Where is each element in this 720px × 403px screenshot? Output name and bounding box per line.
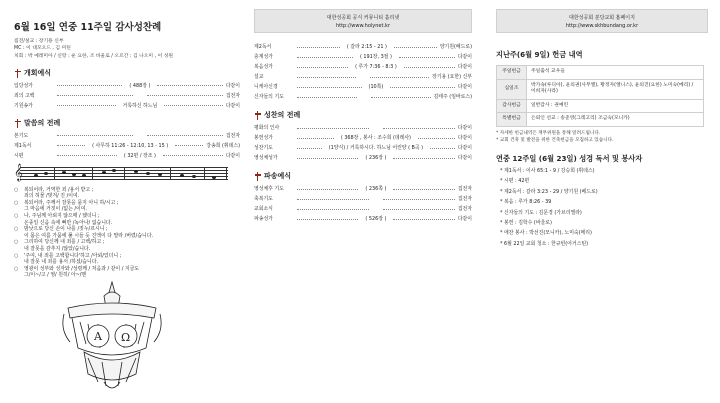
- order-item-label: 성찬기도: [254, 144, 273, 151]
- order-item-label: 제2독서: [254, 43, 272, 50]
- offering-label: 주일헌금: [497, 66, 527, 80]
- order-item-role: 강송희 (휘데스): [206, 142, 240, 149]
- psalm-line: [14, 246, 240, 253]
- verse-text: '주여, 내 죄를 고백합니다'하고 /아뢰/었더니 ;: [24, 252, 122, 259]
- schedule-item: * 복음 : 루가 8:26 - 39: [500, 199, 552, 206]
- order-item-role: 집전자: [457, 195, 472, 202]
- order-item-label: 본기도: [14, 132, 29, 139]
- note-line: * 자세한 헌금내역은 재무위원을 통해 알려드립니다.: [496, 130, 601, 136]
- order-item-detail: ( 368장 , 봉사 : 조수희 (데레사): [340, 134, 411, 141]
- verse-text: 그/이~/고 / 영/ 원히/ 아~/멘: [24, 272, 87, 279]
- verse-text: 영광이 성부와 성자와 /성령께 / 처음과 / 같이 / 지금도: [24, 265, 140, 272]
- cross-icon: [254, 172, 261, 181]
- order-item-role: 다같이: [457, 83, 473, 90]
- verse-marker: [14, 233, 24, 240]
- verse-marker: [14, 259, 24, 266]
- order-item-label: 입당성가: [14, 82, 33, 89]
- offering-label: 특별헌금: [497, 113, 527, 127]
- verse-text: 죄의 허물 /벗겨/ 진 /이여.: [24, 193, 80, 200]
- banner-title: 대한성공회 분당교회 홈페이지: [569, 15, 635, 21]
- order-item-role: 다같이: [457, 154, 473, 161]
- order-row: [254, 62, 472, 72]
- order-item-role: 장기용 (요한) 신부: [432, 73, 472, 80]
- order-item-label: 신자들의 기도: [254, 93, 284, 100]
- verse-marker: [14, 206, 24, 213]
- order-item-detail: (1양식) / 거룩하시다. 하느님 어린양 ( B곡 ): [328, 144, 424, 151]
- section-heading-sacrament: [254, 111, 472, 120]
- verse-marker: [14, 246, 24, 253]
- word-rows: [14, 131, 240, 161]
- verse-text: 그 마음에 거짓이 /없는 /이여.: [24, 206, 88, 213]
- order-item-role: 다같이: [457, 63, 472, 70]
- order-item-detail: ( 사무하 11:26 - 12:10, 13 - 15 ): [92, 142, 169, 149]
- table-row: [497, 99, 704, 113]
- order-item-detail: (10쪽): [368, 83, 384, 90]
- schedule-item: * 신자들의 기도 : 김문경 (가브리엘라): [500, 209, 582, 216]
- order-item-role: 다같이: [457, 53, 472, 60]
- verse-text: 그리하여 당신께 내 죄를 / 고백/하고 ;: [24, 239, 105, 246]
- offering-notes: [496, 130, 708, 144]
- order-row: [14, 91, 240, 101]
- order-item-label: 제1독서: [14, 142, 32, 149]
- order-item-role: 다같이: [457, 144, 473, 151]
- order-row: [254, 42, 472, 52]
- order-item-detail: ( 236장 ): [365, 154, 387, 161]
- order-item-role: 양기원(베드로): [439, 43, 472, 50]
- offering-detail: 주일출석 교우들: [527, 66, 704, 80]
- order-item-role: 다같이: [457, 124, 472, 131]
- banner-url[interactable]: http://www.holynet.kr: [335, 23, 391, 29]
- section-title: 파송예식: [264, 172, 292, 181]
- section-title: 성찬의 전례: [264, 111, 301, 120]
- parish-homepage-banner[interactable]: [496, 9, 708, 33]
- section-title: 말씀의 전례: [24, 118, 61, 127]
- order-row: [254, 72, 472, 82]
- schedule-item: * 제1독서 : 이사 65:1 - 9 / 강승희 (휘데스): [500, 167, 595, 174]
- verse-marker: ○: [14, 226, 19, 233]
- psalm-chant-staff: [14, 162, 228, 181]
- order-row: [254, 204, 472, 214]
- order-item-detail: ( 갈라 2:15 - 21 ): [346, 43, 387, 50]
- service-title: 6월 16일 연중 11주일 감사성찬례: [14, 22, 162, 33]
- order-item-detail: 거룩하신 하느님: [122, 102, 158, 109]
- order-item-label: 영성체후 기도: [254, 185, 284, 192]
- schedule-item: * 봉헌 : 김학수 (바울로): [500, 220, 552, 226]
- order-item-label: 축복기도: [254, 195, 273, 202]
- verse-marker: [14, 272, 24, 279]
- order-item-label: 니케아신경: [254, 83, 278, 90]
- order-item-label: 시편: [14, 152, 24, 159]
- psalm-line: [14, 226, 240, 233]
- order-item-role: 다같이: [225, 152, 240, 159]
- meta-line: MC : 이 대모오드 , 김 미틴: [14, 46, 71, 52]
- order-item-role: 집전자: [225, 132, 240, 139]
- order-item-label: 기원송가: [14, 102, 33, 109]
- schedule-item: * 제2독서 : 갈라 3:23 - 29 / 양기원 (베드로): [500, 188, 598, 195]
- order-item-label: 죄의 고백: [14, 92, 35, 99]
- order-row: [14, 131, 240, 141]
- verse-text: 복되어라, 거역한 죄 /용서 받고 ;: [24, 186, 94, 193]
- order-item-label: 영성체성가: [254, 154, 278, 161]
- order-item-role: 다같이: [457, 134, 473, 141]
- verse-marker: [14, 220, 24, 227]
- order-row: [254, 92, 472, 102]
- order-row: [14, 151, 240, 161]
- order-item-role: 다같이: [225, 82, 241, 89]
- order-item-role: 집전자: [457, 205, 472, 212]
- order-item-detail: ( 32편 / 장조 ): [123, 152, 156, 159]
- banner-url[interactable]: http://www.skhbundang.or.kr: [565, 23, 639, 29]
- order-row: [254, 123, 472, 133]
- schedule-item: * 6월 22일 교회 청소 : 한규빈(어거스틴): [500, 240, 588, 247]
- schedule-item: * 애찬 봉사 : 박선진(모니카), 노미숙(메리): [500, 230, 592, 237]
- order-row: [254, 214, 472, 224]
- verse-marker: ○: [14, 252, 19, 259]
- offering-title: 지난주(6월 9일) 헌금 내역: [496, 50, 583, 59]
- psalm-line: [14, 259, 240, 266]
- omega-letter: Ω: [121, 331, 131, 344]
- section-title: 개회예식: [24, 68, 52, 77]
- order-item-label: 파송성가: [254, 215, 273, 222]
- verse-marker: ○: [14, 239, 19, 246]
- meta-line: 집전/설교 : 장기용 신부: [14, 38, 64, 44]
- order-item-role: 다같이: [457, 215, 473, 222]
- service-meta: [14, 38, 240, 61]
- order-row: [14, 101, 240, 111]
- treble-clef-icon: 𝄞: [14, 162, 23, 181]
- verse-text: 내 잘못 내 죄를 용서 /하셨/습니다.: [24, 259, 99, 266]
- order-row: [254, 133, 472, 143]
- psalm-line: [14, 213, 240, 220]
- offering-detail: 일반감사 : 권예린: [527, 99, 704, 113]
- verse-marker: ○: [14, 186, 19, 193]
- verse-marker: [14, 193, 24, 200]
- order-item-role: 다같이: [225, 102, 241, 109]
- order-row: [254, 82, 472, 92]
- order-item-detail: ( 191장, 3절 ): [359, 53, 392, 60]
- order-row: [254, 194, 472, 204]
- psalm-line: [14, 239, 240, 246]
- section-heading-word: [14, 119, 240, 128]
- word-rows-continued: [254, 42, 472, 102]
- order-row: [254, 52, 472, 62]
- offering-table: [496, 65, 704, 127]
- offering-label: 십일조: [497, 79, 527, 99]
- order-row: [14, 141, 240, 151]
- verse-marker: ○: [14, 265, 19, 272]
- verse-marker: ○: [14, 213, 19, 220]
- verse-text: 이 몸은 여름 가뭄에 풀 시들 듯 진액이 다 말라 /버렸/습니다.: [24, 232, 154, 239]
- order-row: [254, 184, 472, 194]
- order-item-detail: ( 루가 7:36 - 8:3 ): [355, 63, 397, 70]
- cross-icon: [14, 69, 21, 78]
- order-item-label: 교회소식: [254, 205, 273, 212]
- church-emblem-icon: [58, 278, 166, 396]
- right-column: [496, 0, 708, 403]
- order-item-detail: ( 236쪽 ): [365, 185, 387, 192]
- schedule-title: 연중 12주일 (6월 23일) 성경 독서 및 봉사자: [496, 153, 643, 163]
- order-item-label: 설교: [254, 73, 264, 80]
- dismissal-rows: [254, 184, 472, 224]
- cross-icon: [254, 111, 261, 120]
- order-item-detail: ( 488장 ): [129, 82, 151, 89]
- alpha-letter: A: [94, 330, 102, 343]
- order-item-label: 평화의 인사: [254, 124, 280, 131]
- meta-line: 치회 : 박 예레미아 / 신랑 : 운 요한, 조 바울로 / 오르간 : 김 나오미 , 이 성원: [14, 54, 174, 60]
- cross-icon: [14, 119, 21, 128]
- holynet-banner[interactable]: [254, 9, 472, 33]
- order-item-role: 집전자: [457, 185, 473, 192]
- verse-text: 복되어라, 주께서 잘못을 묻지 아니 하/시고 ;: [24, 199, 119, 206]
- verse-text: 내 잘못을 감추지 /않았/습니다.: [24, 246, 91, 252]
- order-item-detail: ( 526장 ): [365, 215, 387, 222]
- psalm-line: [14, 193, 240, 200]
- verse-text: 나, 주님께 아뢰지 않으매 / 했더니 ;: [24, 213, 100, 220]
- banner-title: 대한성공회 공식 커뮤니티 홀리넷: [326, 15, 400, 21]
- order-item-label: 복음성가: [254, 63, 273, 70]
- sacrament-rows: [254, 123, 472, 163]
- table-row: [497, 113, 704, 127]
- offering-detail: 박가속(루디아), 윤의권(사무엘), 황정자(엘니스), 윤의진(요한) 노미숙(메리) / 이희자(사라): [527, 79, 704, 99]
- order-item-role: 김태주 (임바로스): [433, 93, 473, 100]
- open-rows: [14, 81, 240, 111]
- order-item-label: 층계성가: [254, 53, 273, 60]
- table-row: [497, 79, 704, 99]
- offering-label: 감사헌금: [497, 99, 527, 113]
- table-row: [497, 66, 704, 80]
- verse-text: 밤낮으로 당신 손이 나를 /짓누/르시니 ;: [24, 226, 108, 233]
- offering-detail: 은퇴인 선교 : 송준영(그레고리) 조금숙(모니카): [527, 113, 704, 127]
- middle-column: [254, 0, 472, 403]
- section-heading-open: [14, 69, 240, 78]
- order-row: [14, 81, 240, 91]
- note-line: * 교회 건축 및 발전을 위한 건축헌금을 모집하고 있습니다.: [496, 137, 614, 143]
- schedule-list: [496, 166, 708, 249]
- psalm-text: [14, 187, 240, 279]
- verse-marker: ○: [14, 199, 19, 206]
- schedule-item: * 시편 : 42편: [500, 178, 530, 185]
- order-item-role: 집전자: [225, 92, 240, 99]
- verse-text: 온종일 신음 속에 뼈만 /녹아나/ 없습니다.: [24, 219, 113, 226]
- section-heading-dismissal: [254, 172, 472, 181]
- order-item-label: 봉헌성가: [254, 134, 273, 141]
- order-row: [254, 153, 472, 163]
- order-row: [254, 143, 472, 153]
